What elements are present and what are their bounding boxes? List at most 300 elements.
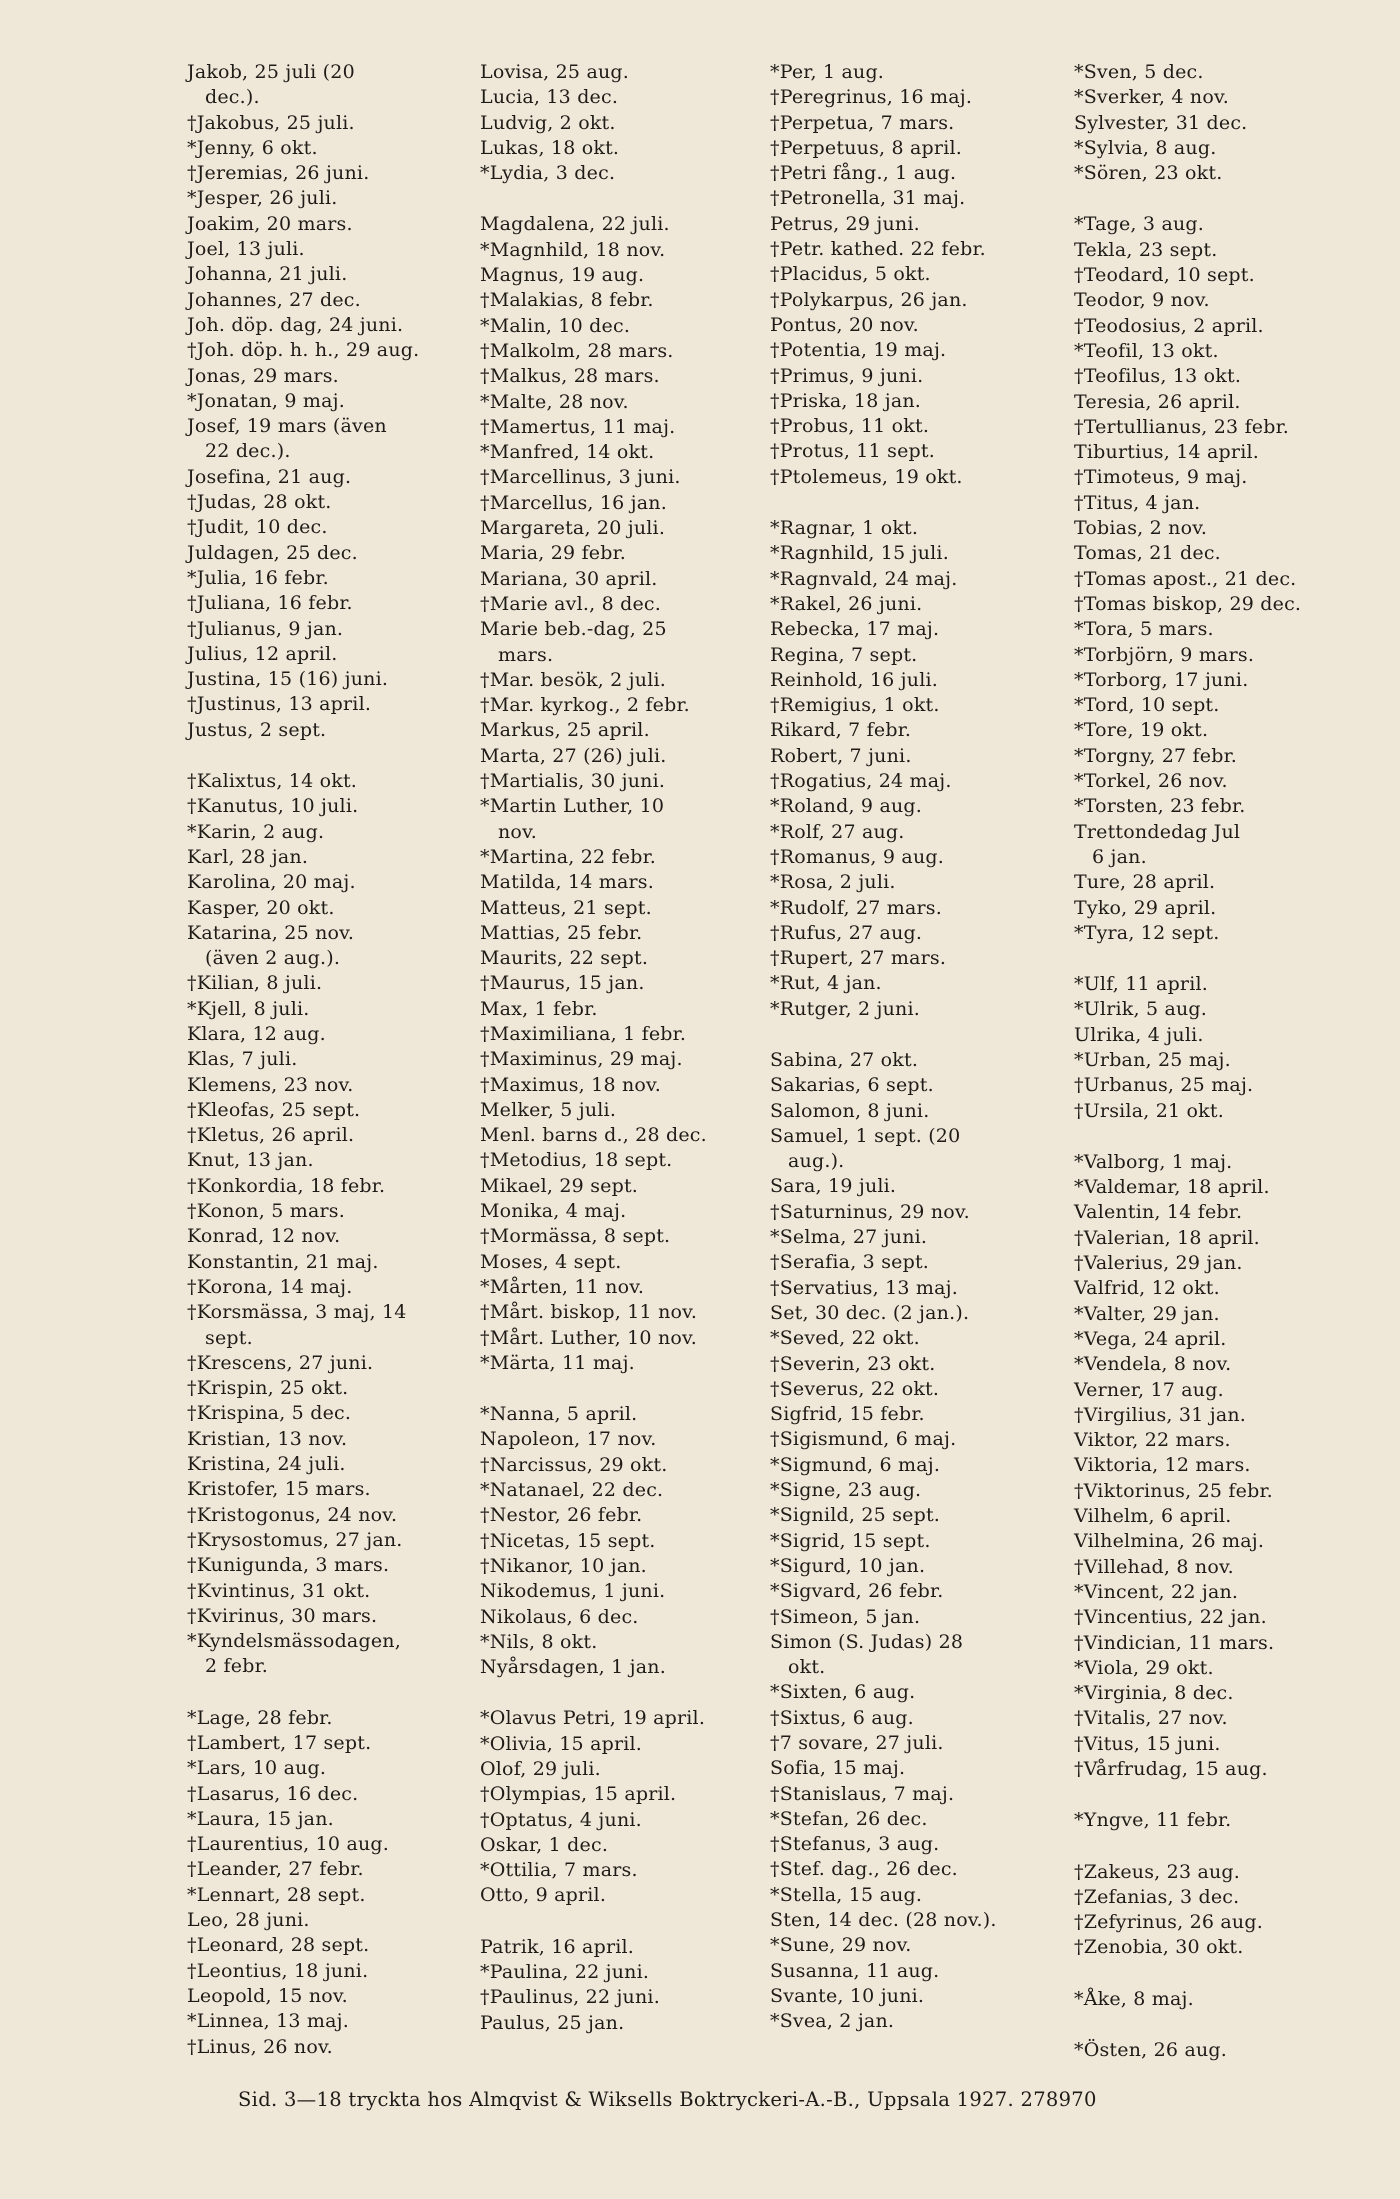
name-entry: *Signild, 25 sept. bbox=[770, 1504, 941, 1527]
name-entry: †Justinus, 13 april. bbox=[187, 693, 372, 716]
name-entry: Joakim, 20 mars. bbox=[187, 212, 353, 235]
name-entry: *Yngve, 11 febr. bbox=[1074, 1809, 1232, 1832]
name-entry: †Vindician, 11 mars. bbox=[1074, 1631, 1275, 1654]
name-entry: Olof, 29 juli. bbox=[480, 1758, 601, 1780]
name-entry: Mikael, 29 sept. bbox=[480, 1174, 639, 1197]
name-entry: †Linus, 26 nov. bbox=[187, 2035, 333, 2058]
name-entry: *Tyra, 12 sept. bbox=[1074, 921, 1220, 944]
name-entry: *Tora, 5 mars. bbox=[1074, 618, 1214, 641]
name-entry: *Linnea, 13 maj. bbox=[187, 2010, 350, 2033]
name-entry: †Severin, 23 okt. bbox=[770, 1352, 936, 1375]
name-entry: Tiburtius, 14 april. bbox=[1074, 441, 1259, 464]
name-entry: †Konkordia, 18 febr. bbox=[187, 1174, 386, 1197]
name-entry: Sylvester, 31 dec. bbox=[1074, 111, 1248, 134]
name-entry: *Sverker, 4 nov. bbox=[1074, 86, 1229, 109]
name-entry: †Malkolm, 28 mars. bbox=[480, 339, 674, 362]
name-entry: †Zefyrinus, 26 aug. bbox=[1074, 1911, 1263, 1934]
name-entry: *Sigvard, 26 febr. bbox=[770, 1580, 944, 1603]
name-entry: *Lars, 10 aug. bbox=[187, 1757, 327, 1780]
name-entry: Kristian, 13 nov. bbox=[187, 1427, 348, 1450]
name-entry: †Ptolemeus, 19 okt. bbox=[770, 465, 963, 488]
name-entry: †Vincentius, 22 jan. bbox=[1074, 1606, 1267, 1629]
name-entry: †Servatius, 13 maj. bbox=[770, 1276, 958, 1299]
name-entry: †Maximus, 18 nov. bbox=[480, 1073, 661, 1096]
name-entry: *Paulina, 22 juni. bbox=[480, 1961, 650, 1984]
name-entry: †Primus, 9 juni. bbox=[770, 364, 924, 387]
name-entry: †Ursila, 21 okt. bbox=[1074, 1099, 1224, 1122]
name-entry: †Krispina, 5 dec. bbox=[187, 1402, 352, 1425]
name-entry: Petrus, 29 juni. bbox=[770, 212, 920, 235]
name-entry: †Mamertus, 11 maj. bbox=[480, 415, 676, 438]
name-entry: Oskar, 1 dec. bbox=[480, 1833, 609, 1856]
name-entry: Nikolaus, 6 dec. bbox=[480, 1605, 639, 1628]
name-entry: †Metodius, 18 sept. bbox=[480, 1149, 673, 1172]
name-entry-continuation: 2 febr. bbox=[205, 1655, 269, 1678]
name-entry: *Torsten, 23 febr. bbox=[1074, 795, 1246, 818]
name-entry: Matteus, 21 sept. bbox=[480, 896, 652, 919]
name-entry: *Tore, 19 okt. bbox=[1074, 719, 1209, 742]
name-entry: Marie beb.-dag, 25 bbox=[480, 618, 667, 641]
name-entry: *Rudolf, 27 mars. bbox=[770, 896, 942, 919]
name-entry: *Rolf, 27 aug. bbox=[770, 820, 905, 843]
name-entry: †Kleofas, 25 sept. bbox=[187, 1098, 361, 1121]
name-entry: Justina, 15 (16) juni. bbox=[187, 668, 389, 691]
name-entry: *Rakel, 26 juni. bbox=[770, 592, 923, 615]
name-entry: †Kvintinus, 31 okt. bbox=[187, 1579, 371, 1602]
name-entry: †Zenobia, 30 okt. bbox=[1074, 1936, 1244, 1959]
name-entry: *Manfred, 14 okt. bbox=[480, 441, 655, 464]
name-entry: Tekla, 23 sept. bbox=[1074, 238, 1218, 261]
name-entry: Josefina, 21 aug. bbox=[187, 465, 352, 488]
name-entry: †Mårt. biskop, 11 nov. bbox=[480, 1301, 698, 1324]
name-entry: *Torbjörn, 9 mars. bbox=[1074, 643, 1255, 666]
name-entry: Menl. barns d., 28 dec. bbox=[480, 1124, 707, 1147]
name-entry: *Selma, 27 juni. bbox=[770, 1226, 928, 1249]
name-entry: *Stefan, 26 dec. bbox=[770, 1807, 928, 1830]
name-entry: †Rupert, 27 mars. bbox=[770, 947, 947, 970]
name-entry-continuation: 6 jan. bbox=[1092, 845, 1147, 868]
name-entry: †Stanislaus, 7 maj. bbox=[770, 1782, 955, 1805]
name-entry: †Mar. besök, 2 juli. bbox=[480, 668, 666, 691]
name-entry: †Kunigunda, 3 mars. bbox=[187, 1554, 390, 1577]
name-entry: †Vitus, 15 juni. bbox=[1074, 1732, 1221, 1755]
name-entry: †Korsmässa, 3 maj, 14 bbox=[187, 1301, 407, 1324]
name-entry: *Ottilia, 7 mars. bbox=[480, 1859, 638, 1882]
name-entry: Tobias, 2 nov. bbox=[1074, 517, 1208, 540]
name-entry: Tyko, 29 april. bbox=[1074, 896, 1217, 919]
name-entry: *Svea, 2 jan. bbox=[770, 2010, 895, 2033]
name-entry: †Kristogonus, 24 nov. bbox=[187, 1503, 398, 1526]
name-entry: Justus, 2 sept. bbox=[187, 718, 327, 741]
name-entry: Klara, 12 aug. bbox=[187, 1022, 326, 1045]
name-entry: *Lennart, 28 sept. bbox=[187, 1883, 366, 1906]
name-entry: *Märta, 11 maj. bbox=[480, 1351, 635, 1374]
name-entry-continuation: sept. bbox=[205, 1326, 253, 1349]
name-entry: Svante, 10 juni. bbox=[770, 1984, 925, 2007]
name-entry: †Maurus, 15 jan. bbox=[480, 972, 645, 995]
name-entry: *Stella, 15 aug. bbox=[770, 1883, 923, 1906]
name-entry-continuation: nov. bbox=[498, 820, 537, 843]
name-entry: †Stefanus, 3 aug. bbox=[770, 1833, 940, 1856]
name-entry: Napoleon, 17 nov. bbox=[480, 1428, 657, 1451]
name-entry: Magnus, 19 aug. bbox=[480, 264, 645, 287]
name-entry: *Valdemar, 18 april. bbox=[1074, 1176, 1270, 1199]
name-entry: *Tord, 10 sept. bbox=[1074, 694, 1220, 717]
name-entry: †Petri fång., 1 aug. bbox=[770, 162, 957, 185]
name-entry: Sofia, 15 maj. bbox=[770, 1757, 906, 1780]
name-entry: Ludvig, 2 okt. bbox=[480, 111, 616, 134]
name-entry: Katarina, 25 nov. bbox=[187, 921, 355, 944]
name-entry: *Vega, 24 april. bbox=[1074, 1327, 1227, 1350]
name-entry: Sara, 19 juli. bbox=[770, 1175, 897, 1198]
name-entry: Set, 30 dec. (2 jan.). bbox=[770, 1301, 970, 1324]
name-entry: *Sigurd, 10 jan. bbox=[770, 1554, 926, 1577]
name-entry: †Malkus, 28 mars. bbox=[480, 365, 660, 388]
name-entry-continuation: aug.). bbox=[788, 1150, 845, 1173]
name-entry: †Leander, 27 febr. bbox=[187, 1858, 364, 1881]
name-entry: Tomas, 21 dec. bbox=[1074, 542, 1221, 565]
name-entry: Valentin, 14 febr. bbox=[1074, 1201, 1243, 1224]
name-entry: Melker, 5 juli. bbox=[480, 1098, 617, 1121]
name-entry: Ture, 28 april. bbox=[1074, 871, 1216, 894]
name-entry: †Jakobus, 25 juli. bbox=[187, 111, 355, 134]
name-entry: Trettondedag Jul bbox=[1074, 820, 1241, 843]
name-entry: *Mårten, 11 nov. bbox=[480, 1275, 645, 1298]
name-entry: *Sven, 5 dec. bbox=[1074, 61, 1204, 83]
name-entry: Klas, 7 juli. bbox=[187, 1048, 298, 1071]
name-entry: Max, 1 febr. bbox=[480, 997, 598, 1020]
name-entry: †Petronella, 31 maj. bbox=[770, 187, 966, 210]
name-entry: †Teofilus, 13 okt. bbox=[1074, 365, 1242, 388]
name-entry: †Priska, 18 jan. bbox=[770, 389, 922, 412]
name-entry: †Optatus, 4 juni. bbox=[480, 1808, 642, 1831]
name-entry: Juldagen, 25 dec. bbox=[187, 541, 358, 564]
name-entry: *Sylvia, 8 aug. bbox=[1074, 136, 1217, 159]
name-entry: *Nils, 8 okt. bbox=[480, 1630, 598, 1653]
name-entry: †Perpetuus, 8 april. bbox=[770, 136, 962, 159]
name-entry: Margareta, 20 juli. bbox=[480, 517, 666, 540]
name-entry: †Severus, 22 okt. bbox=[770, 1377, 940, 1400]
name-entry: †Remigius, 1 okt. bbox=[770, 694, 940, 717]
name-entry: †Vårfrudag, 15 aug. bbox=[1074, 1758, 1268, 1780]
name-entry: †Juliana, 16 febr. bbox=[187, 592, 353, 615]
name-entry: Kristina, 24 juli. bbox=[187, 1453, 346, 1476]
name-entry: †Simeon, 5 jan. bbox=[770, 1605, 921, 1628]
name-entry: †Vitalis, 27 nov. bbox=[1074, 1707, 1228, 1730]
name-entry: †Jeremias, 26 juni. bbox=[187, 162, 370, 185]
name-entry: †Judas, 28 okt. bbox=[187, 491, 332, 514]
printer-footer: Sid. 3—18 tryckta hos Almqvist & Wiksells Boktryckeri-A.-B., Uppsala 1927. 278970 bbox=[238, 2088, 1097, 2111]
name-entry: Jakob, 25 juli (20 bbox=[187, 61, 355, 83]
name-entry: *Sören, 23 okt. bbox=[1074, 162, 1223, 185]
name-entry: †Stef. dag., 26 dec. bbox=[770, 1858, 958, 1881]
name-entry: Teresia, 26 april. bbox=[1074, 390, 1241, 413]
name-entry: *Kyndelsmässodagen, bbox=[187, 1630, 401, 1653]
name-entry: *Östen, 26 aug. bbox=[1074, 2039, 1228, 2062]
name-entry: *Signe, 23 aug. bbox=[770, 1479, 922, 1502]
name-entry: *Torgny, 27 febr. bbox=[1074, 744, 1237, 767]
name-entry: †Leontius, 18 juni. bbox=[187, 1959, 369, 1982]
name-entry: *Karin, 2 aug. bbox=[187, 820, 325, 843]
name-entry: †Lambert, 17 sept. bbox=[187, 1732, 372, 1754]
name-entry: Julius, 12 april. bbox=[187, 642, 338, 665]
name-entry: Nikodemus, 1 juni. bbox=[480, 1580, 666, 1603]
name-entry: Regina, 7 sept. bbox=[770, 643, 918, 666]
name-entry: †Julianus, 9 jan. bbox=[187, 617, 344, 640]
name-entry: †Urbanus, 25 maj. bbox=[1074, 1074, 1254, 1097]
name-entry: Rikard, 7 febr. bbox=[770, 719, 912, 742]
name-column-3 bbox=[758, 60, 1028, 2035]
name-entry: *Martin Luther, 10 bbox=[480, 795, 665, 818]
name-entry: *Sune, 29 nov. bbox=[770, 1934, 912, 1957]
name-entry: *Ragnhild, 15 juli. bbox=[770, 542, 949, 565]
name-entry: †Krispin, 25 okt. bbox=[187, 1377, 349, 1400]
name-entry: Magdalena, 22 juli. bbox=[480, 213, 670, 236]
name-entry: †Maximinus, 29 maj. bbox=[480, 1048, 683, 1071]
name-entry: †Konon, 5 mars. bbox=[187, 1200, 345, 1223]
name-entry: †Rogatius, 24 maj. bbox=[770, 770, 952, 793]
name-entry: Vilhelm, 6 april. bbox=[1074, 1505, 1232, 1528]
name-entry: Konrad, 12 nov. bbox=[187, 1225, 341, 1248]
name-entry: *Torkel, 26 nov. bbox=[1074, 770, 1228, 793]
name-entry: †Mårt. Luther, 10 nov. bbox=[480, 1326, 697, 1349]
name-entry: *Magnhild, 18 nov. bbox=[480, 238, 666, 261]
name-entry: Susanna, 11 aug. bbox=[770, 1959, 940, 1982]
name-entry: †Placidus, 5 okt. bbox=[770, 263, 931, 286]
name-entry: †Laurentius, 10 aug. bbox=[187, 1833, 390, 1856]
name-entry: †Lasarus, 16 dec. bbox=[187, 1782, 359, 1805]
name-entry-continuation: okt. bbox=[788, 1656, 826, 1679]
name-entry: †Korona, 14 maj. bbox=[187, 1275, 353, 1298]
name-entry: †Valerian, 18 april. bbox=[1074, 1226, 1260, 1249]
name-entry: †Joh. döp. h. h., 29 aug. bbox=[187, 339, 420, 362]
name-entry: Leopold, 15 nov. bbox=[187, 1984, 348, 2007]
name-entry: *Martina, 22 febr. bbox=[480, 845, 657, 868]
name-entry: *Natanael, 22 dec. bbox=[480, 1479, 664, 1502]
name-entry: *Jesper, 26 juli. bbox=[187, 187, 338, 210]
name-entry: †Perpetua, 7 mars. bbox=[770, 111, 955, 134]
name-entry: Nyårsdagen, 1 jan. bbox=[480, 1656, 666, 1679]
name-entry: †Malakias, 8 febr. bbox=[480, 289, 654, 312]
name-entry: †Teodard, 10 sept. bbox=[1074, 264, 1255, 287]
name-entry: †Romanus, 9 aug. bbox=[770, 845, 944, 868]
name-column-2 bbox=[468, 60, 738, 2036]
name-entry: Johanna, 21 juli. bbox=[187, 263, 348, 286]
name-entry: Sabina, 27 okt. bbox=[770, 1048, 919, 1071]
name-entry: †Mar. kyrkog., 2 febr. bbox=[480, 694, 690, 717]
name-column-4 bbox=[1062, 60, 1332, 2063]
name-entry: Kasper, 20 okt. bbox=[187, 896, 335, 919]
name-entry: †Krescens, 27 juni. bbox=[187, 1351, 374, 1374]
name-entry: *Seved, 22 okt. bbox=[770, 1327, 920, 1350]
name-entry: †Titus, 4 jan. bbox=[1074, 491, 1201, 514]
name-entry: Joh. döp. dag, 24 juni. bbox=[187, 313, 404, 336]
name-entry: †Tomas biskop, 29 dec. bbox=[1074, 592, 1302, 615]
name-entry: Joel, 13 juli. bbox=[187, 238, 305, 261]
name-entry: Teodor, 9 nov. bbox=[1074, 289, 1210, 312]
name-entry: Lucia, 13 dec. bbox=[480, 86, 619, 109]
name-entry: *Rutger, 2 juni. bbox=[770, 997, 920, 1020]
name-entry: *Laura, 15 jan. bbox=[187, 1807, 334, 1830]
name-entry: †Teodosius, 2 april. bbox=[1074, 314, 1264, 337]
name-entry: †Kanutus, 10 juli. bbox=[187, 795, 359, 818]
name-entry: Patrik, 16 april. bbox=[480, 1935, 635, 1958]
name-entry: Vilhelmina, 26 maj. bbox=[1074, 1530, 1265, 1553]
name-entry: *Ulf, 11 april. bbox=[1074, 973, 1209, 996]
name-entry: Rebecka, 17 maj. bbox=[770, 618, 940, 641]
name-entry: *Sixten, 6 aug. bbox=[770, 1681, 916, 1704]
name-entry: †Marcellinus, 3 juni. bbox=[480, 466, 681, 489]
name-entry: Paulus, 25 jan. bbox=[480, 2011, 625, 2034]
name-entry: *Julia, 16 febr. bbox=[187, 566, 329, 589]
name-entry: †Zakeus, 23 aug. bbox=[1074, 1860, 1241, 1883]
name-entry: Pontus, 20 nov. bbox=[770, 313, 919, 336]
name-entry: Karolina, 20 maj. bbox=[187, 871, 356, 894]
name-entry: Mattias, 25 febr. bbox=[480, 921, 643, 944]
name-entry: †Villehad, 8 nov. bbox=[1074, 1555, 1234, 1578]
name-entry: †Kvirinus, 30 mars. bbox=[187, 1604, 378, 1627]
name-entry: *Ragnar, 1 okt. bbox=[770, 517, 919, 540]
name-entry: *Malte, 28 nov. bbox=[480, 390, 629, 413]
name-entry: †Kletus, 26 april. bbox=[187, 1124, 355, 1147]
name-entry: *Roland, 9 aug. bbox=[770, 795, 923, 818]
name-entry: *Vincent, 22 jan. bbox=[1074, 1580, 1239, 1603]
name-entry: Salomon, 8 juni. bbox=[770, 1099, 930, 1122]
name-entry: Matilda, 14 mars. bbox=[480, 871, 654, 894]
name-entry: Viktor, 22 mars. bbox=[1074, 1429, 1231, 1452]
name-entry: †Nestor, 26 febr. bbox=[480, 1504, 643, 1527]
name-entry: *Olivia, 15 april. bbox=[480, 1732, 643, 1755]
name-entry: *Vendela, 8 nov. bbox=[1074, 1353, 1232, 1376]
name-entry: †Kilian, 8 juli. bbox=[187, 972, 323, 995]
name-entry: †Narcissus, 29 okt. bbox=[480, 1453, 668, 1476]
name-entry: †Tomas apost., 21 dec. bbox=[1074, 567, 1297, 590]
name-entry: Sakarias, 6 sept. bbox=[770, 1074, 934, 1097]
name-entry: Viktoria, 12 mars. bbox=[1074, 1454, 1251, 1477]
name-entry: †Paulinus, 22 juni. bbox=[480, 1986, 660, 2009]
name-entry: Lukas, 18 okt. bbox=[480, 136, 620, 159]
name-entry: †Potentia, 19 maj. bbox=[770, 339, 947, 362]
name-entry: Reinhold, 16 juli. bbox=[770, 668, 938, 691]
name-entry: *Åke, 8 maj. bbox=[1074, 1987, 1194, 2010]
name-entry: Otto, 9 april. bbox=[480, 1884, 607, 1907]
name-entry: *Nanna, 5 april. bbox=[480, 1403, 638, 1426]
name-entry: *Ulrik, 5 aug. bbox=[1074, 998, 1208, 1021]
name-entry: †Zefanias, 3 dec. bbox=[1074, 1885, 1240, 1908]
name-entry-continuation: dec.). bbox=[205, 86, 260, 109]
name-entry: *Valter, 29 jan. bbox=[1074, 1302, 1220, 1325]
name-entry-continuation: (även 2 aug.). bbox=[205, 947, 341, 970]
name-entry: Monika, 4 maj. bbox=[480, 1200, 627, 1223]
name-entry: *Malin, 10 dec. bbox=[480, 314, 631, 337]
name-entry: *Kjell, 8 juli. bbox=[187, 997, 310, 1020]
name-entry: †Timoteus, 9 maj. bbox=[1074, 466, 1248, 489]
name-entry: *Lydia, 3 dec. bbox=[480, 162, 616, 185]
name-entry: Johannes, 27 dec. bbox=[187, 288, 361, 311]
name-entry: Robert, 7 juni. bbox=[770, 744, 912, 767]
name-entry: †Kalixtus, 14 okt. bbox=[187, 770, 358, 793]
name-entry: *Jonatan, 9 maj. bbox=[187, 389, 346, 412]
name-entry: †Leonard, 28 sept. bbox=[187, 1934, 370, 1957]
name-entry: †Probus, 11 okt. bbox=[770, 415, 930, 438]
name-entry-continuation: mars. bbox=[498, 643, 554, 666]
name-entry: Moses, 4 sept. bbox=[480, 1250, 622, 1273]
name-entry: †Marie avl., 8 dec. bbox=[480, 592, 661, 615]
name-entry: *Olavus Petri, 19 april. bbox=[480, 1707, 706, 1730]
name-entry: †7 sovare, 27 juli. bbox=[770, 1732, 944, 1754]
name-entry: †Nicetas, 15 sept. bbox=[480, 1529, 656, 1552]
name-entry: *Sigmund, 6 maj. bbox=[770, 1453, 941, 1476]
name-entry: Sigfrid, 15 febr. bbox=[770, 1403, 925, 1426]
name-entry: †Mormässa, 8 sept. bbox=[480, 1225, 671, 1248]
name-entry: †Saturninus, 29 nov. bbox=[770, 1200, 970, 1223]
name-entry: *Urban, 25 maj. bbox=[1074, 1048, 1231, 1071]
name-entry: †Sigismund, 6 maj. bbox=[770, 1428, 957, 1451]
name-entry: *Torborg, 17 juni. bbox=[1074, 668, 1249, 691]
name-entry: *Viola, 29 okt. bbox=[1074, 1656, 1214, 1679]
name-entry: Maria, 29 febr. bbox=[480, 542, 627, 565]
name-entry: Valfrid, 12 okt. bbox=[1074, 1277, 1220, 1300]
name-entry: †Martialis, 30 juni. bbox=[480, 770, 666, 793]
name-entry: *Rut, 4 jan. bbox=[770, 972, 882, 995]
name-entry: Verner, 17 aug. bbox=[1074, 1378, 1224, 1401]
name-entry: Knut, 13 jan. bbox=[187, 1149, 314, 1172]
name-entry: †Petr. kathed. 22 febr. bbox=[770, 238, 986, 261]
name-entry: Karl, 28 jan. bbox=[187, 845, 309, 868]
name-column-1 bbox=[175, 60, 445, 2060]
name-entry: †Serafia, 3 sept. bbox=[770, 1251, 930, 1274]
name-entry: †Judit, 10 dec. bbox=[187, 516, 328, 539]
name-entry: †Valerius, 29 jan. bbox=[1074, 1252, 1243, 1275]
name-entry: Ulrika, 4 juli. bbox=[1074, 1023, 1204, 1046]
name-entry: Markus, 25 april. bbox=[480, 719, 650, 742]
name-entry: †Rufus, 27 aug. bbox=[770, 921, 923, 944]
name-entry: †Polykarpus, 26 jan. bbox=[770, 288, 968, 311]
name-entry: †Krysostomus, 27 jan. bbox=[187, 1528, 403, 1551]
name-entry: Josef, 19 mars (även bbox=[187, 415, 387, 438]
name-entry: *Tage, 3 aug. bbox=[1074, 213, 1205, 236]
name-entry: Simon (S. Judas) 28 bbox=[770, 1630, 964, 1653]
name-entry: *Ragnvald, 24 maj. bbox=[770, 567, 958, 590]
name-entry: †Nikanor, 10 jan. bbox=[480, 1554, 647, 1577]
name-entry: †Sixtus, 6 aug. bbox=[770, 1706, 914, 1729]
name-entry: *Valborg, 1 maj. bbox=[1074, 1150, 1233, 1173]
name-entry: †Olympias, 15 april. bbox=[480, 1783, 677, 1806]
name-entry: Jonas, 29 mars. bbox=[187, 364, 339, 387]
name-entry: †Marcellus, 16 jan. bbox=[480, 491, 667, 514]
name-entry: *Jenny, 6 okt. bbox=[187, 136, 318, 159]
name-entry: †Virgilius, 31 jan. bbox=[1074, 1403, 1247, 1426]
name-entry: †Viktorinus, 25 febr. bbox=[1074, 1479, 1273, 1502]
name-entry: *Per, 1 aug. bbox=[770, 61, 885, 83]
name-entry: Leo, 28 juni. bbox=[187, 1909, 310, 1932]
name-entry: Samuel, 1 sept. (20 bbox=[770, 1124, 961, 1147]
name-entry: Lovisa, 25 aug. bbox=[480, 61, 630, 83]
name-entry: Marta, 27 (26) juli. bbox=[480, 744, 667, 767]
name-entry-continuation: 22 dec.). bbox=[205, 440, 291, 463]
name-entry: †Peregrinus, 16 maj. bbox=[770, 86, 973, 109]
name-entry: Maurits, 22 sept. bbox=[480, 947, 649, 970]
name-entry: *Virginia, 8 dec. bbox=[1074, 1682, 1234, 1705]
name-entry: *Lage, 28 febr. bbox=[187, 1706, 333, 1729]
name-entry: †Protus, 11 sept. bbox=[770, 440, 935, 463]
name-entry: Kristofer, 15 mars. bbox=[187, 1478, 371, 1501]
name-entry: *Sigrid, 15 sept. bbox=[770, 1529, 931, 1552]
name-entry: Mariana, 30 april. bbox=[480, 567, 658, 590]
name-entry: Klemens, 23 nov. bbox=[187, 1073, 354, 1096]
name-entry: †Tertullianus, 23 febr. bbox=[1074, 415, 1290, 438]
name-entry: *Teofil, 13 okt. bbox=[1074, 339, 1219, 362]
